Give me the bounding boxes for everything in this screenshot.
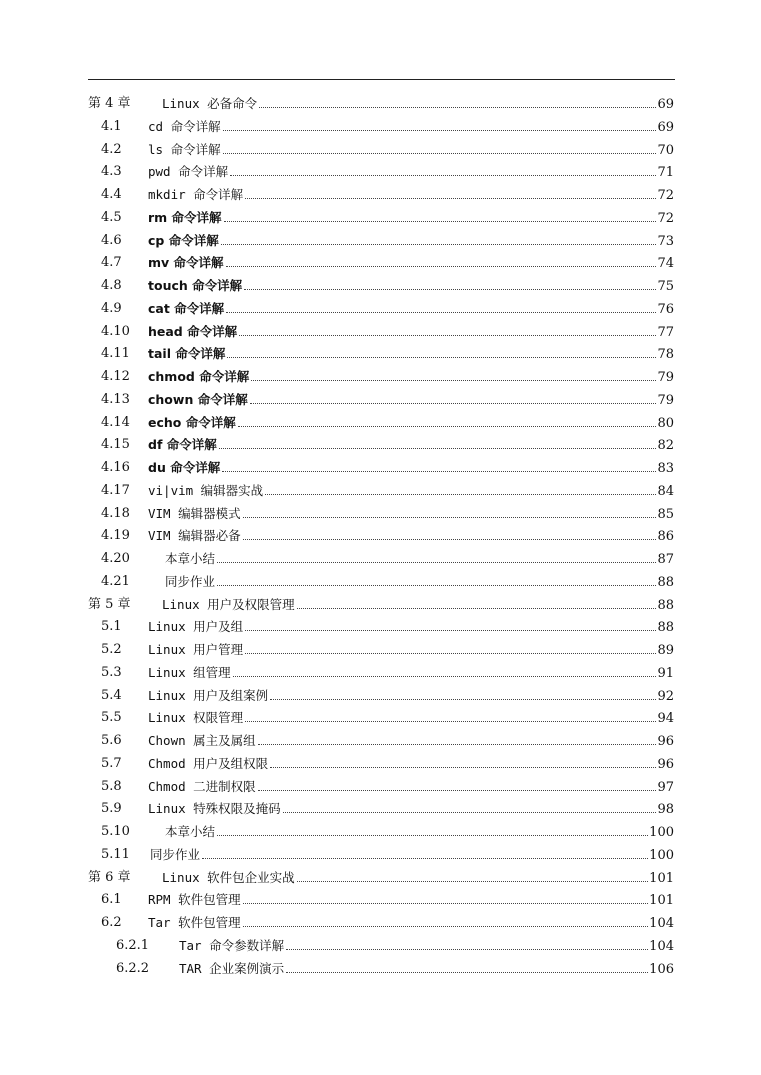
- dot-leader: [258, 744, 657, 745]
- dot-leader: [239, 335, 656, 336]
- dot-leader: [243, 517, 657, 518]
- toc-entry[interactable]: [88, 867, 674, 890]
- toc-entry-page: 96: [657, 734, 674, 749]
- toc-entry-title: Linux 必备命令: [162, 96, 258, 111]
- dot-leader: [202, 858, 648, 859]
- dot-leader: [217, 585, 656, 586]
- toc-entry-title: vi|vim 编辑器实战: [148, 482, 264, 498]
- toc-entry[interactable]: [88, 252, 674, 275]
- toc-entry-page: 76: [657, 301, 674, 317]
- toc-entry-page: 96: [657, 756, 674, 772]
- toc-entry-number: 4.12: [101, 369, 130, 384]
- toc-entry[interactable]: [88, 776, 674, 799]
- toc-entry-page: 89: [657, 643, 674, 658]
- dot-leader: [286, 972, 648, 973]
- toc-entry-number: 4.5: [101, 209, 122, 225]
- toc-entry-title: cp 命令详解: [148, 232, 219, 248]
- toc-entry-title: chown 命令详解: [148, 391, 248, 407]
- toc-entry-number: 4.21: [101, 573, 130, 589]
- toc-entry-page: 69: [657, 97, 674, 112]
- toc-entry[interactable]: [88, 889, 674, 912]
- toc-entry-page: 97: [657, 779, 674, 795]
- toc-entry[interactable]: [88, 844, 674, 867]
- toc-entry[interactable]: [88, 412, 674, 435]
- toc-entry-title: Tar 软件包管理: [148, 915, 241, 930]
- dot-leader: [219, 448, 657, 449]
- toc-entry-title: cat 命令详解: [148, 300, 225, 316]
- toc-entry[interactable]: [88, 525, 674, 548]
- toc-entry-page: 88: [657, 574, 674, 590]
- dot-leader: [223, 130, 657, 131]
- toc-entry-title: Linux 软件包企业实战: [162, 869, 295, 885]
- toc-entry-page: 84: [657, 483, 674, 499]
- toc-entry-title: cd 命令详解: [148, 118, 221, 134]
- toc-entry[interactable]: [88, 343, 674, 366]
- toc-entry[interactable]: [88, 685, 674, 708]
- toc-entry[interactable]: [88, 912, 674, 935]
- toc-entry-page: 82: [657, 438, 674, 454]
- toc-entry[interactable]: [88, 662, 674, 685]
- toc-entry-title: echo 命令详解: [148, 414, 236, 430]
- toc-entry-page: 71: [657, 165, 674, 181]
- dot-leader: [258, 790, 657, 791]
- toc-entry-page: 79: [657, 392, 674, 408]
- toc-entry[interactable]: [88, 639, 674, 662]
- toc-entry-number: 5.4: [101, 687, 122, 703]
- toc-entry-page: 72: [657, 210, 674, 226]
- toc-entry-page: 86: [657, 529, 674, 545]
- toc-entry-number: 4.15: [101, 437, 130, 453]
- toc-entry-number: 6.2.2: [116, 960, 150, 976]
- toc-entry-number: 5.11: [101, 846, 130, 862]
- toc-entry-page: 100: [649, 825, 674, 840]
- toc-entry-number: 5.6: [101, 733, 122, 748]
- dot-leader: [226, 266, 657, 267]
- dot-leader: [251, 380, 656, 381]
- toc-entry[interactable]: [88, 594, 674, 617]
- toc-entry[interactable]: [88, 207, 674, 230]
- toc-entry-title: Linux 用户及权限管理: [162, 596, 295, 612]
- toc-entry-title: VIM 编辑器模式: [148, 505, 241, 521]
- toc-entry[interactable]: [88, 139, 674, 162]
- toc-entry-page: 101: [649, 870, 674, 886]
- toc-entry[interactable]: [88, 798, 674, 821]
- dot-leader: [243, 903, 649, 904]
- dot-leader: [244, 289, 656, 290]
- toc-entry-number: 4.8: [101, 278, 122, 293]
- toc-entry-title: touch 命令详解: [148, 278, 243, 293]
- toc-entry[interactable]: [88, 389, 674, 412]
- toc-entry-number: 4.6: [101, 232, 122, 248]
- toc-entry-title: Chmod 用户及组权限: [148, 755, 269, 771]
- toc-entry-page: 104: [649, 938, 674, 954]
- toc-entry[interactable]: [88, 958, 674, 981]
- toc-entry-number: 4.20: [101, 551, 130, 566]
- toc-entry-page: 94: [657, 711, 674, 727]
- toc-entry-number: 4.10: [101, 323, 130, 339]
- toc-entry-title: ls 命令详解: [148, 141, 221, 157]
- toc-entry-page: 83: [657, 461, 674, 476]
- toc-entry-number: 4.19: [101, 528, 130, 544]
- toc-entry-number: 6.2: [101, 915, 122, 930]
- toc-entry-number: 第 6 章: [88, 869, 131, 885]
- dot-leader: [283, 812, 657, 813]
- dot-leader: [245, 630, 656, 631]
- toc-entry[interactable]: [88, 571, 674, 594]
- toc-entry-number: 5.9: [101, 801, 122, 817]
- toc-entry[interactable]: [88, 184, 674, 207]
- dot-leader: [217, 562, 656, 563]
- dot-leader: [243, 539, 657, 540]
- toc-entry-number: 4.9: [101, 300, 122, 316]
- toc-entry-title: Chown 属主及属组: [148, 733, 256, 748]
- toc-entry-title: 同步作业: [150, 846, 201, 862]
- toc-entry-title: Linux 用户及组案例: [148, 687, 269, 703]
- toc-entry-number: 5.3: [101, 664, 122, 680]
- toc-entry-title: du 命令详解: [148, 460, 221, 475]
- toc-entry[interactable]: [88, 230, 674, 253]
- toc-entry-page: 72: [657, 188, 674, 203]
- toc-entry-number: 4.7: [101, 255, 122, 271]
- toc-entry-page: 91: [657, 665, 674, 681]
- toc-entry-number: 4.4: [101, 187, 122, 202]
- dot-leader: [297, 881, 649, 882]
- toc-entry-number: 5.7: [101, 755, 122, 771]
- toc-entry-number: 4.16: [101, 460, 130, 475]
- toc-entry-number: 4.17: [101, 482, 130, 498]
- toc-entry[interactable]: [88, 548, 674, 571]
- toc-entry-title: head 命令详解: [148, 323, 238, 339]
- toc-entry-title: chmod 命令详解: [148, 369, 250, 384]
- toc-entry-title: mv 命令详解: [148, 255, 224, 271]
- dot-leader: [221, 244, 657, 245]
- toc-entry-page: 70: [657, 142, 674, 158]
- toc-entry-page: 88: [657, 597, 674, 613]
- toc-entry-title: TAR 企业案例演示: [179, 960, 285, 976]
- dot-leader: [222, 471, 656, 472]
- dot-leader: [243, 926, 649, 927]
- toc-entry-page: 98: [657, 802, 674, 818]
- toc-entry-number: 4.13: [101, 391, 130, 407]
- toc-entry-page: 101: [649, 893, 674, 909]
- toc-entry-number: 6.2.1: [116, 937, 150, 953]
- dot-leader: [226, 312, 656, 313]
- toc-entry-number: 4.18: [101, 505, 130, 521]
- toc-entry-title: rm 命令详解: [148, 209, 222, 225]
- toc-entry-page: 88: [657, 620, 674, 636]
- table-of-contents: [88, 93, 674, 980]
- toc-entry[interactable]: [88, 161, 674, 184]
- toc-entry-page: 92: [657, 688, 674, 704]
- toc-entry[interactable]: [88, 821, 674, 844]
- toc-entry-number: 4.1: [101, 118, 122, 134]
- dot-leader: [265, 494, 656, 495]
- toc-entry-title: 本章小结: [165, 824, 216, 839]
- toc-entry-title: Linux 组管理: [148, 664, 231, 680]
- dot-leader: [245, 721, 656, 722]
- toc-entry[interactable]: [88, 457, 674, 480]
- toc-entry[interactable]: [88, 707, 674, 730]
- toc-entry-number: 4.3: [101, 164, 122, 180]
- toc-entry-page: 74: [657, 256, 674, 272]
- toc-entry-page: 104: [649, 916, 674, 931]
- toc-entry-page: 78: [657, 347, 674, 363]
- toc-entry-title: VIM 编辑器必备: [148, 528, 241, 544]
- dot-leader: [250, 403, 657, 404]
- toc-entry[interactable]: [88, 730, 674, 753]
- toc-entry[interactable]: [88, 503, 674, 526]
- toc-entry-title: mkdir 命令详解: [148, 187, 244, 202]
- toc-entry-title: Chmod 二进制权限: [148, 778, 256, 794]
- toc-entry-page: 69: [657, 119, 674, 135]
- toc-entry-page: 100: [649, 847, 674, 863]
- toc-entry-page: 85: [657, 506, 674, 522]
- toc-entry[interactable]: [88, 366, 674, 389]
- toc-entry[interactable]: [88, 434, 674, 457]
- toc-entry-title: 同步作业: [165, 573, 216, 589]
- toc-entry-title: tail 命令详解: [148, 346, 226, 362]
- toc-entry-title: Linux 用户管理: [148, 642, 244, 657]
- header-rule: [88, 79, 675, 80]
- toc-entry[interactable]: [88, 93, 674, 116]
- toc-entry[interactable]: [88, 616, 674, 639]
- dot-leader: [217, 835, 648, 836]
- toc-entry-title: pwd 命令详解: [148, 164, 229, 180]
- toc-entry-page: 80: [657, 415, 674, 431]
- dot-leader: [259, 107, 656, 108]
- toc-entry[interactable]: [88, 321, 674, 344]
- toc-entry-page: 106: [649, 961, 674, 977]
- toc-entry-number: 5.2: [101, 642, 122, 657]
- toc-entry-title: Linux 特殊权限及掩码: [148, 801, 281, 817]
- toc-entry-number: 第 5 章: [88, 596, 131, 612]
- toc-entry-title: df 命令详解: [148, 437, 217, 453]
- dot-leader: [230, 175, 656, 176]
- toc-entry-page: 79: [657, 370, 674, 385]
- toc-entry-number: 5.5: [101, 710, 122, 726]
- dot-leader: [270, 767, 656, 768]
- toc-entry[interactable]: [88, 116, 674, 139]
- toc-entry[interactable]: [88, 275, 674, 298]
- dot-leader: [233, 676, 657, 677]
- dot-leader: [227, 357, 656, 358]
- toc-entry[interactable]: [88, 480, 674, 503]
- dot-leader: [223, 153, 657, 154]
- dot-leader: [245, 198, 656, 199]
- toc-entry[interactable]: [88, 298, 674, 321]
- toc-entry-page: 75: [657, 279, 674, 294]
- toc-entry-number: 5.1: [101, 619, 122, 635]
- toc-entry-number: 4.11: [101, 346, 130, 362]
- toc-entry-number: 第 4 章: [88, 96, 131, 111]
- toc-entry[interactable]: [88, 935, 674, 958]
- toc-entry-title: Linux 用户及组: [148, 619, 244, 635]
- toc-entry-page: 73: [657, 233, 674, 249]
- toc-entry-number: 6.1: [101, 892, 122, 908]
- dot-leader: [270, 699, 656, 700]
- toc-entry-title: Tar 命令参数详解: [179, 937, 285, 953]
- dot-leader: [224, 221, 657, 222]
- toc-entry-number: 5.10: [101, 824, 130, 839]
- toc-entry-page: 77: [657, 324, 674, 340]
- toc-entry[interactable]: [88, 753, 674, 776]
- dot-leader: [286, 949, 648, 950]
- toc-entry-title: 本章小结: [165, 551, 216, 566]
- toc-entry-number: 4.2: [101, 141, 122, 157]
- toc-entry-number: 4.14: [101, 414, 130, 430]
- toc-entry-title: RPM 软件包管理: [148, 892, 241, 908]
- toc-entry-page: 87: [657, 552, 674, 567]
- dot-leader: [238, 426, 657, 427]
- dot-leader: [245, 653, 656, 654]
- toc-entry-number: 5.8: [101, 778, 122, 794]
- toc-entry-title: Linux 权限管理: [148, 710, 244, 726]
- dot-leader: [297, 608, 657, 609]
